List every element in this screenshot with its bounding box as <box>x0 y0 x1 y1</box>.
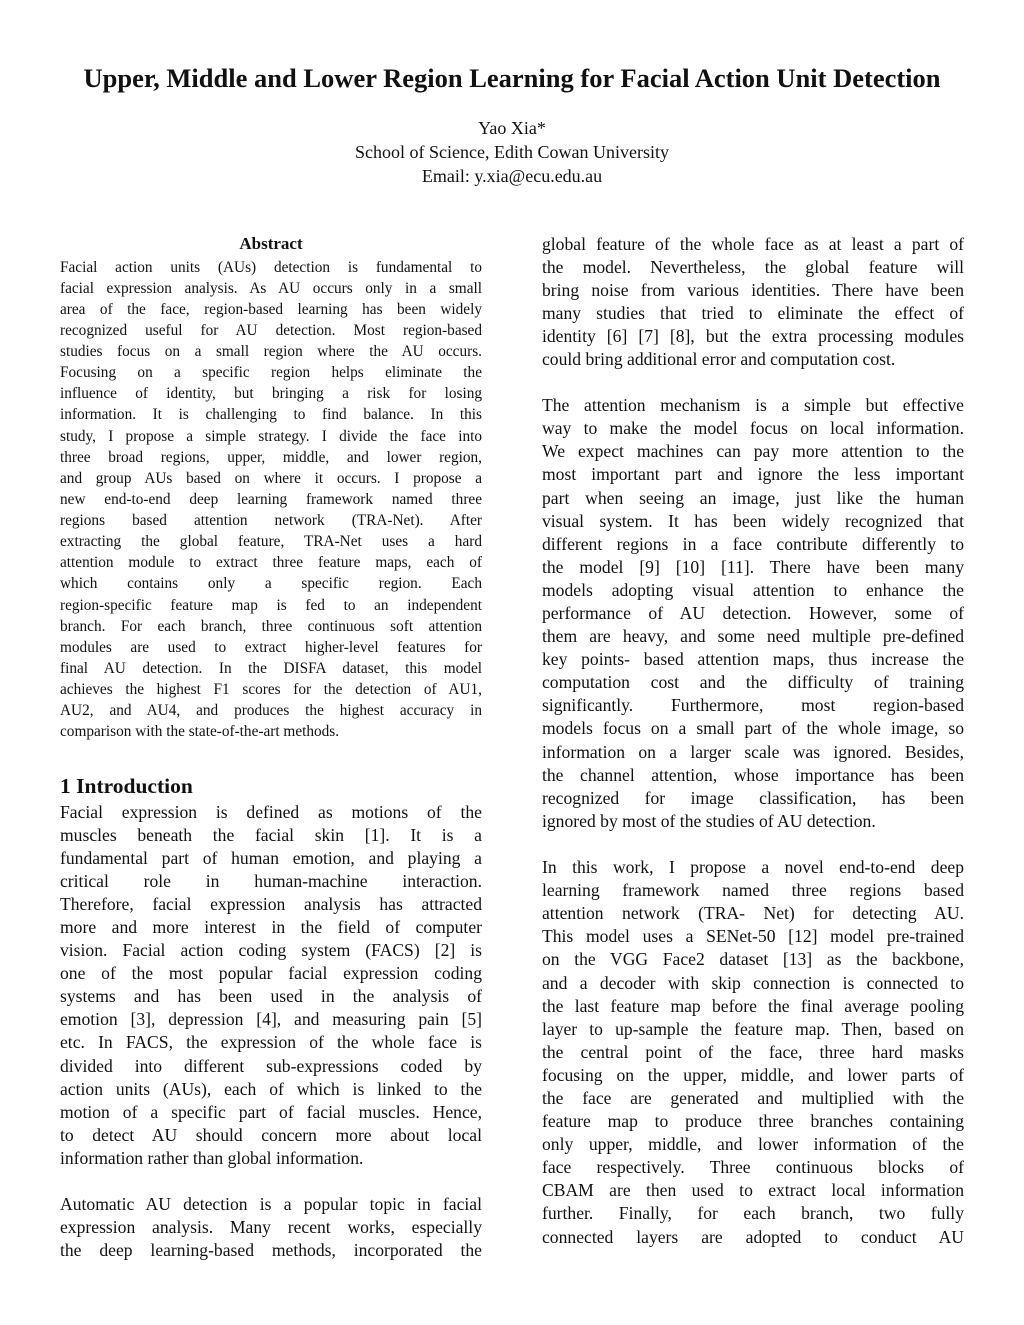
text-line: critical role in human-machine interaction. <box>60 870 482 891</box>
text-line: recognized for image classification, has been <box>542 787 964 808</box>
text-line: feature map to produce three branches containing <box>542 1111 964 1132</box>
text-line: information. It is challenging to find balance. In this <box>60 406 482 424</box>
text-line: Therefore, facial expression analysis has attracted <box>60 893 482 914</box>
text-line: vision. Facial action coding system (FACS) [2] is <box>60 940 482 961</box>
text-line: extracting the global feature, TRA-Net uses a hard <box>60 533 482 551</box>
text-line: face respectively. Three continuous blocks of <box>542 1157 964 1178</box>
right-column-body <box>542 233 964 1249</box>
text-line: attention network (TRA- Net) for detecting AU. <box>542 903 964 924</box>
text-line: part when seeing an image, just like the human <box>542 487 964 508</box>
text-line: action units (AUs), each of which is linked to the <box>60 1078 482 1099</box>
text-line: to detect AU should concern more about local <box>60 1124 482 1145</box>
text-line: three broad regions, upper, middle, and lower region, <box>60 448 482 466</box>
text-line: which contains only a specific region. Each <box>60 575 482 593</box>
text-line: significantly. Furthermore, most region-based <box>542 695 964 716</box>
text-line: CBAM are then used to extract local information <box>542 1180 964 1201</box>
paragraph <box>542 394 964 833</box>
text-line: the face are generated and multiplied with the <box>542 1087 964 1108</box>
text-line: on the VGG Face2 dataset [13] as the backbone, <box>542 949 964 970</box>
text-line: different regions in a face contribute differently to <box>542 533 964 554</box>
text-line: ignored by most of the studies of AU detection. <box>542 810 876 831</box>
text-line: the channel attention, whose importance has been <box>542 764 964 785</box>
paper-title: Upper, Middle and Lower Region Learning for Facial Action Unit Detection <box>83 63 941 93</box>
text-line: studies focus on a small region where the AU occurs. <box>60 343 482 360</box>
text-line: computation cost and the difficulty of training <box>542 672 964 693</box>
text-line: etc. In FACS, the expression of the whole face is <box>60 1032 482 1053</box>
paragraph-gap <box>60 1170 482 1193</box>
text-line: only upper, middle, and lower information of the <box>542 1134 964 1155</box>
text-line: layer to up-sample the feature map. Then, based on <box>542 1018 964 1039</box>
paragraph <box>60 1193 482 1262</box>
text-line: achieves the highest F1 scores for the detection of AU1, <box>60 681 482 698</box>
text-line: the central point of the face, three hard masks <box>542 1041 964 1062</box>
text-line: The attention mechanism is a simple but effective <box>542 395 964 416</box>
text-line: branch. For each branch, three continuous soft attention <box>60 617 482 635</box>
text-line: emotion [3], depression [4], and measuring pain [5] <box>60 1009 482 1030</box>
paragraph <box>542 856 964 1249</box>
abstract-body <box>60 257 482 743</box>
text-line: Facial expression is defined as motions of the <box>60 801 482 822</box>
text-line: global feature of the whole face as at least a part of <box>542 233 964 254</box>
text-line: key points- based attention maps, thus increase the <box>542 649 964 670</box>
text-line: identity [6] [7] [8], but the extra processing modules <box>542 325 964 346</box>
text-line: fundamental part of human emotion, and playing a <box>60 847 482 868</box>
text-line: performance of AU detection. However, some of <box>542 603 964 623</box>
text-line: recognized useful for AU detection. Most region-based <box>60 321 482 339</box>
text-line: more and more interest in the field of computer <box>60 916 482 937</box>
text-line: In this work, I propose a novel end-to-end deep <box>542 857 964 878</box>
introduction-heading: 1 Introduction <box>60 774 193 798</box>
text-line: many studies that tried to eliminate the effect of <box>542 302 964 323</box>
text-line: them are heavy, and some need multiple pre-defined <box>542 626 964 647</box>
text-line: motion of a specific part of facial muscles. Hence, <box>60 1101 482 1122</box>
text-line: further. Finally, for each branch, two fully <box>542 1203 964 1224</box>
introduction-body <box>60 801 482 1263</box>
text-line: attention module to extract three feature maps, each of <box>60 554 482 572</box>
text-line: muscles beneath the facial skin [1]. It is a <box>60 824 482 845</box>
text-line: focusing on the upper, middle, and lower parts of <box>542 1064 964 1085</box>
text-line: the last feature map before the final average pooling <box>542 995 964 1016</box>
text-line: information on a larger scale was ignored. Besides, <box>542 741 964 762</box>
text-line: connected layers are adopted to conduct AU <box>542 1226 964 1247</box>
text-line: modules are used to extract higher-level features for <box>60 638 482 656</box>
text-line: comparison with the state-of-the-art methods. <box>60 723 340 741</box>
text-line: most important part and ignore the less important <box>542 464 964 485</box>
text-line: final AU detection. In the DISFA dataset, this model <box>60 659 482 677</box>
text-line: systems and has been used in the analysis of <box>60 986 482 1007</box>
abstract-heading: Abstract <box>239 234 303 253</box>
text-line: new end-to-end deep learning framework named three <box>60 490 482 508</box>
text-line: information rather than global information. <box>60 1147 364 1168</box>
paragraph-gap <box>542 833 964 856</box>
text-line: visual system. It has been widely recognized that <box>542 510 964 531</box>
text-line: Automatic AU detection is a popular topic in facial <box>60 1194 482 1215</box>
text-line: models adopting visual attention to enhance the <box>542 579 964 600</box>
paragraph-gap <box>542 371 964 394</box>
text-line: AU2, and AU4, and produces the highest accuracy in <box>60 702 482 720</box>
text-line: Focusing on a specific region helps eliminate the <box>60 364 482 382</box>
text-line: influence of identity, but bringing a risk for losing <box>60 385 482 403</box>
text-line: divided into different sub-expressions coded by <box>60 1055 482 1076</box>
paragraph <box>60 801 482 1171</box>
text-line: This model uses a SENet-50 [12] model pre-trained <box>542 926 964 947</box>
paragraph <box>542 233 964 372</box>
text-line: learning framework named three regions based <box>542 880 964 901</box>
text-line: the deep learning-based methods, incorporated the <box>60 1240 482 1261</box>
text-line: expression analysis. Many recent works, especially <box>60 1217 482 1238</box>
text-line: and a decoder with skip connection is connected to <box>542 972 964 993</box>
text-line: region-specific feature map is fed to an independent <box>60 596 482 614</box>
text-line: study, I propose a simple strategy. I divide the face into <box>60 427 482 445</box>
author-name: Yao Xia* <box>478 118 546 138</box>
text-line: the model. Nevertheless, the global feature will <box>542 256 964 277</box>
text-line: bring noise from various identities. There have been <box>542 279 964 300</box>
text-line: could bring additional error and computation cost. <box>542 348 896 369</box>
author-affiliation: School of Science, Edith Cowan University <box>355 142 669 162</box>
text-line: We expect machines can pay more attention to the <box>542 441 964 462</box>
text-line: facial expression analysis. As AU occurs only in a small <box>60 279 482 297</box>
text-line: area of the face, region-based learning has been widely <box>60 300 482 318</box>
text-line: way to make the model focus on local information. <box>542 418 964 439</box>
text-line: and group AUs based on where it occurs. I propose a <box>60 469 482 487</box>
author-email: Email: y.xia@ecu.edu.au <box>421 166 603 186</box>
text-line: regions based attention network (TRA-Net). After <box>60 512 482 529</box>
text-line: the model [9] [10] [11]. There have been many <box>542 556 964 577</box>
paragraph <box>60 257 482 743</box>
text-line: models focus on a small part of the whole image, so <box>542 718 964 739</box>
text-line: Facial action units (AUs) detection is fundamental to <box>60 258 482 276</box>
text-line: one of the most popular facial expression coding <box>60 963 482 984</box>
